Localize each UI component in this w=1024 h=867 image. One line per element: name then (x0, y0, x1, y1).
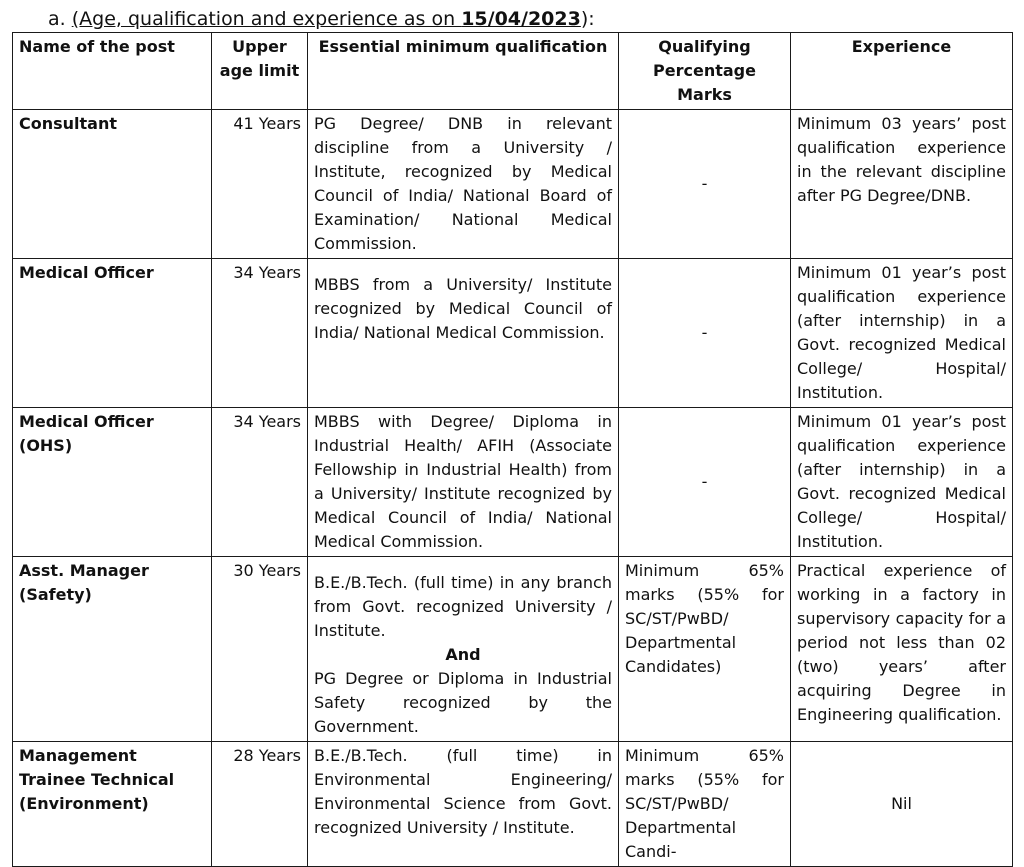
eligibility-table (12, 32, 1013, 867)
qualification-and: And (445, 645, 481, 664)
post-name: Management Trainee Technical (Environment) (13, 742, 212, 867)
qualification (308, 557, 619, 742)
experience: Practical experience of working in a factory in supervisory capacity for a period not less than 02 (two) years’ after acquiring Degree in Engineering qualification. (791, 557, 1013, 742)
section-heading (48, 6, 595, 32)
age-limit: 34 Years (212, 259, 308, 408)
age-limit: 41 Years (212, 110, 308, 259)
heading-suffix: ): (580, 8, 595, 30)
qualification: B.E./B.Tech. (full time) in Environmental Engineering/ Environmental Science from Govt. recognized University / Institute. (308, 742, 619, 867)
qualification: PG Degree/ DNB in relevant discipline from a University / Institute, recognized by Medical Council of India/ National Board of Examination/ National Medical Commission. (308, 110, 619, 259)
post-name: Medical Officer (OHS) (13, 408, 212, 557)
qualifying-marks: Minimum 65% marks (55% for SC/ST/PwBD/ Departmental Candidates) (619, 557, 791, 742)
experience: Minimum 03 years’ post qualification experience in the relevant discipline after PG Degree/DNB. (791, 110, 1013, 259)
header-age: Upper age limit (212, 33, 308, 110)
heading-text (72, 8, 581, 30)
heading-lead: (Age, qualification and experience as on (71, 8, 462, 30)
qualification: MBBS with Degree/ Diploma in Industrial Health/ AFIH (Associate Fellowship in Industrial Health) from a University/ Institute recognized by Medical Council of India/ National Medical Commission. (308, 408, 619, 557)
table-row (13, 110, 1013, 259)
qualification: MBBS from a University/ Institute recognized by Medical Council of India/ National Medical Commission. (308, 259, 619, 408)
qualifying-marks: - (619, 110, 791, 259)
table-row (13, 408, 1013, 557)
header-marks: Qualifying Percentage Marks (619, 33, 791, 110)
experience: Minimum 01 year’s post qualification experience (after internship) in a Govt. recognized Medical College/ Hospital/ Institution. (791, 408, 1013, 557)
table-header-row (13, 33, 1013, 110)
heading-prefix: a. (48, 8, 66, 30)
age-limit: 28 Years (212, 742, 308, 867)
header-post: Name of the post (13, 33, 212, 110)
qualification-part-b: PG Degree or Diploma in Industrial Safety recognized by the Government. (314, 669, 612, 736)
header-experience: Experience (791, 33, 1013, 110)
table-row (13, 557, 1013, 742)
table-row (13, 259, 1013, 408)
header-qualification: Essential minimum qualification (308, 33, 619, 110)
experience: Nil (791, 742, 1013, 867)
post-name: Consultant (13, 110, 212, 259)
experience: Minimum 01 year’s post qualification experience (after internship) in a Govt. recognized Medical College/ Hospital/ Institution. (791, 259, 1013, 408)
age-limit: 30 Years (212, 557, 308, 742)
qualification-part-a: B.E./B.Tech. (full time) in any branch from Govt. recognized University / Institute. (314, 573, 612, 640)
post-name: Medical Officer (13, 259, 212, 408)
heading-date: 15/04/2023 (461, 8, 581, 30)
qualifying-marks: - (619, 259, 791, 408)
age-limit: 34 Years (212, 408, 308, 557)
qualifying-marks: - (619, 408, 791, 557)
table-row (13, 742, 1013, 867)
post-name: Asst. Manager (Safety) (13, 557, 212, 742)
qualifying-marks: Minimum 65% marks (55% for SC/ST/PwBD/ Departmental Candi- (619, 742, 791, 867)
